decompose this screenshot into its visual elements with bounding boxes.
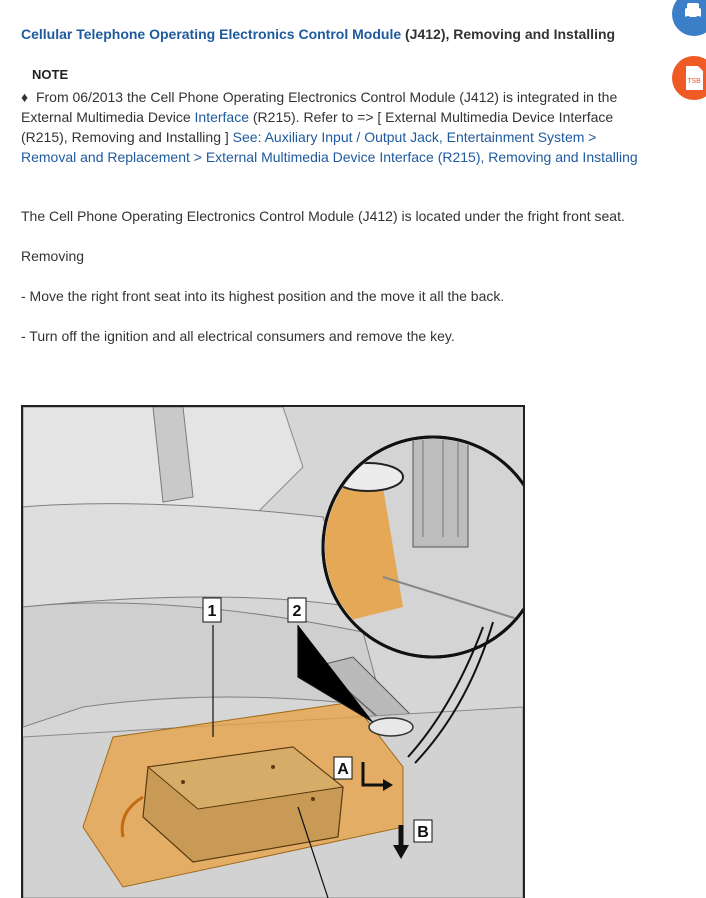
callout-2: 2 xyxy=(292,603,302,620)
see-also-link[interactable]: See: Auxiliary Input / Output Jack, Entertainment System > Removal and Replacement > External Multimedia Device Interface (R215), Removing and Installing xyxy=(21,129,638,165)
note-text-2: (R215). Refer to => [ External Multimedia Device Interface (R215), Removing and Installing ] xyxy=(21,109,614,145)
figure-illustration xyxy=(23,407,523,898)
location-paragraph: The Cell Phone Operating Electronics Control Module (J412) is located under the fright front seat. xyxy=(21,208,625,224)
note-heading: NOTE xyxy=(32,67,69,82)
note-body xyxy=(21,87,641,167)
document-icon xyxy=(672,56,706,100)
interface-link[interactable]: Interface xyxy=(194,109,249,125)
step-1: - Move the right front seat into its highest position and the move it all the back. xyxy=(21,288,505,304)
title-rest: (J412), Removing and Installing xyxy=(401,26,616,42)
note-text-1: From 06/2013 the Cell Phone Operating Electronics Control Module (J412) is integrated in the External Multimedia Device xyxy=(21,89,618,125)
removing-heading: Removing xyxy=(21,248,85,264)
car-button[interactable] xyxy=(672,0,706,36)
tsb-label: TSB xyxy=(687,78,701,85)
note-bullet: ♦ xyxy=(21,89,29,105)
callout-b: B xyxy=(417,824,429,841)
seat-module-figure xyxy=(21,405,525,898)
title-link[interactable]: Cellular Telephone Operating Electronics Control Module xyxy=(21,26,402,42)
car-icon xyxy=(672,0,706,36)
callout-a: A xyxy=(337,761,349,778)
callout-1: 1 xyxy=(207,603,217,620)
step-2: - Turn off the ignition and all electrical consumers and remove the key. xyxy=(21,328,455,344)
tsb-button[interactable] xyxy=(672,56,706,100)
page-title xyxy=(21,25,641,43)
